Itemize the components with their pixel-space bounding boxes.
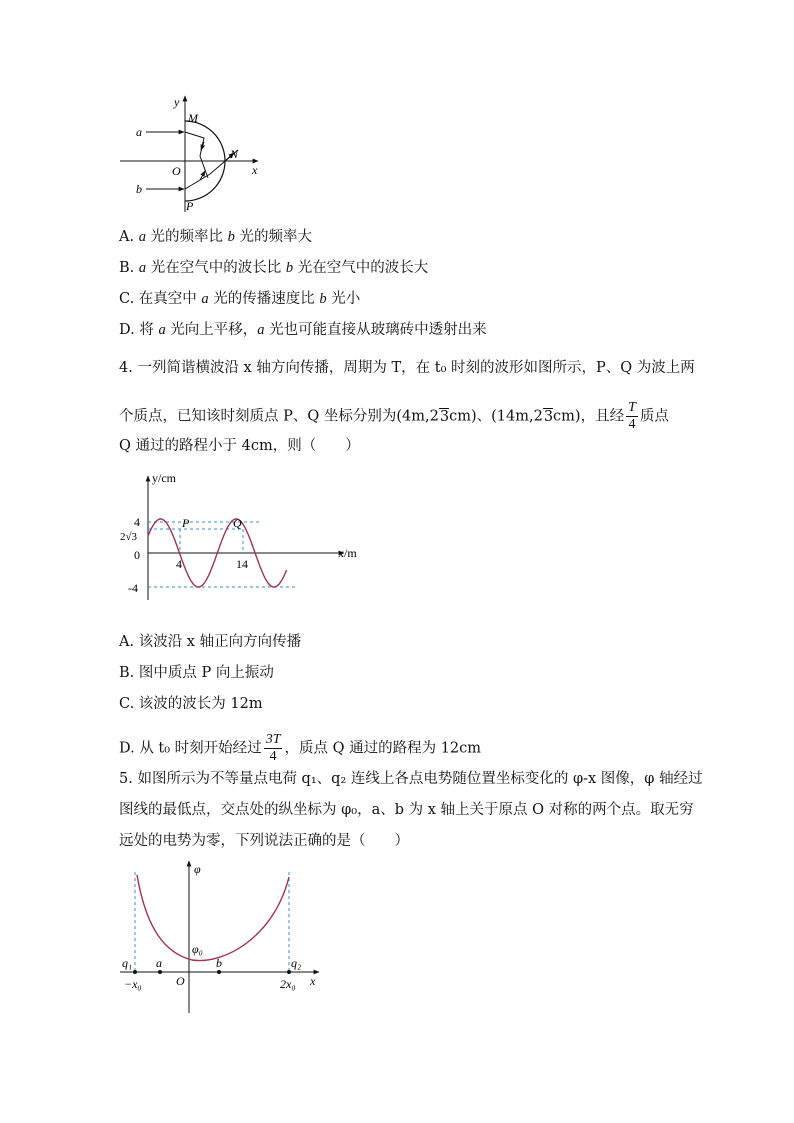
q3-label-a: a — [136, 125, 142, 139]
q3-label-N: N — [230, 147, 239, 161]
q3-figure — [118, 92, 268, 214]
q3-label-M: M — [188, 111, 198, 125]
q3-option-a[interactable]: A. a 光的频率比 b 光的频率大 — [119, 229, 313, 245]
q4-stem-line2: 个质点，已知该时刻质点 P、Q 坐标分别为(4m,23cm)、(14m,23cm)，且经 $\frac{T}{4}$ 质点 — [119, 400, 669, 432]
q4-stem-line3: Q 通过的路程小于 4cm，则（ ） — [119, 438, 360, 454]
q3-option-c[interactable]: C. 在真空中 a 光的传播速度比 b 光小 — [119, 291, 361, 307]
q5-point-b — [217, 970, 221, 974]
q4-label-Q: Q — [233, 516, 242, 530]
q5-label-phi0: φ₀ — [192, 942, 203, 956]
q4-option-a[interactable]: A. 该波沿 x 轴正向方向传播 — [119, 634, 302, 650]
q3-label-P: P — [186, 199, 194, 213]
q4-y-axis-label: y/cm — [152, 471, 176, 485]
q4-number: 4. — [119, 360, 133, 376]
q3-label-b: b — [136, 182, 142, 196]
q5-potential-curve — [137, 875, 289, 961]
q4-xtick-14: 14 — [236, 557, 248, 571]
q5-potential-figure — [114, 857, 334, 1017]
q4-ytick-0: 0 — [134, 548, 140, 562]
q4-stem-line1: 4. 一列简谐横波沿 x 轴方向传播，周期为 T，在 t₀ 时刻的波形如图所示，P、Q 为波上两 — [119, 360, 695, 376]
q5-label-x: x — [310, 974, 316, 988]
q5-stem-line1: 5. 如图所示为不等量点电荷 q₁、q₂ 连线上各点电势随位置坐标变化的 φ-x 图像，φ 轴经过 — [119, 771, 703, 787]
q3-label-x: x — [252, 163, 258, 177]
q5-point-q2 — [287, 970, 291, 974]
q4-option-d[interactable]: D. 从 t₀ 时刻开始经过 $\frac{3T}{4}$ ，质点 Q 通过的路程为 12cm — [119, 732, 482, 764]
q3-label-O: O — [172, 164, 181, 178]
q4-fraction-T-over-4: $\frac{T}{4}$ — [628, 400, 636, 432]
q4-option-b[interactable]: B. 图中质点 P 向上振动 — [119, 665, 274, 681]
q5-label-2x0: 2x₀ — [280, 977, 296, 991]
q5-stem-line2: 图线的最低点，交点处的纵坐标为 φ₀，a、b 为 x 轴上关于原点 O 对称的两个点。取无穷 — [119, 802, 694, 818]
q5-number: 5. — [119, 771, 133, 787]
q3-option-b[interactable]: B. a 光在空气中的波长比 b 光在空气中的波长大 — [119, 260, 429, 276]
q4-ytick-4: 4 — [134, 515, 140, 529]
q5-label-O: O — [176, 974, 185, 988]
q5-label-phi: φ — [194, 862, 201, 876]
q3-option-d[interactable]: D. 将 a 光向上平移，a 光也可能直接从玻璃砖中透射出来 — [119, 322, 487, 338]
q4-fraction-3T-over-4: $\frac{3T}{4}$ — [265, 732, 281, 764]
q4-wave-figure — [112, 466, 372, 606]
q4-label-P: P — [182, 516, 190, 530]
q4-option-c[interactable]: C. 该波的波长为 12m — [119, 696, 263, 712]
q4-xtick-4: 4 — [176, 557, 182, 571]
q4-ytick-neg4: -4 — [128, 581, 138, 595]
q5-point-a — [158, 970, 162, 974]
q5-label-q1: q₁ — [122, 956, 133, 970]
q4-ytick-2r3: 2√3 — [120, 531, 138, 543]
q5-label-b: b — [216, 956, 222, 970]
q5-label-q2: q₂ — [291, 956, 302, 970]
q5-label-a: a — [156, 956, 162, 970]
q3-label-y: y — [174, 95, 180, 109]
q5-point-q1 — [133, 970, 137, 974]
q5-label-neg-x0: −x₀ — [124, 977, 142, 991]
q5-stem-line3: 远处的电势为零，下列说法正确的是（ ） — [119, 833, 409, 849]
q4-x-axis-label: x/m — [338, 546, 357, 560]
